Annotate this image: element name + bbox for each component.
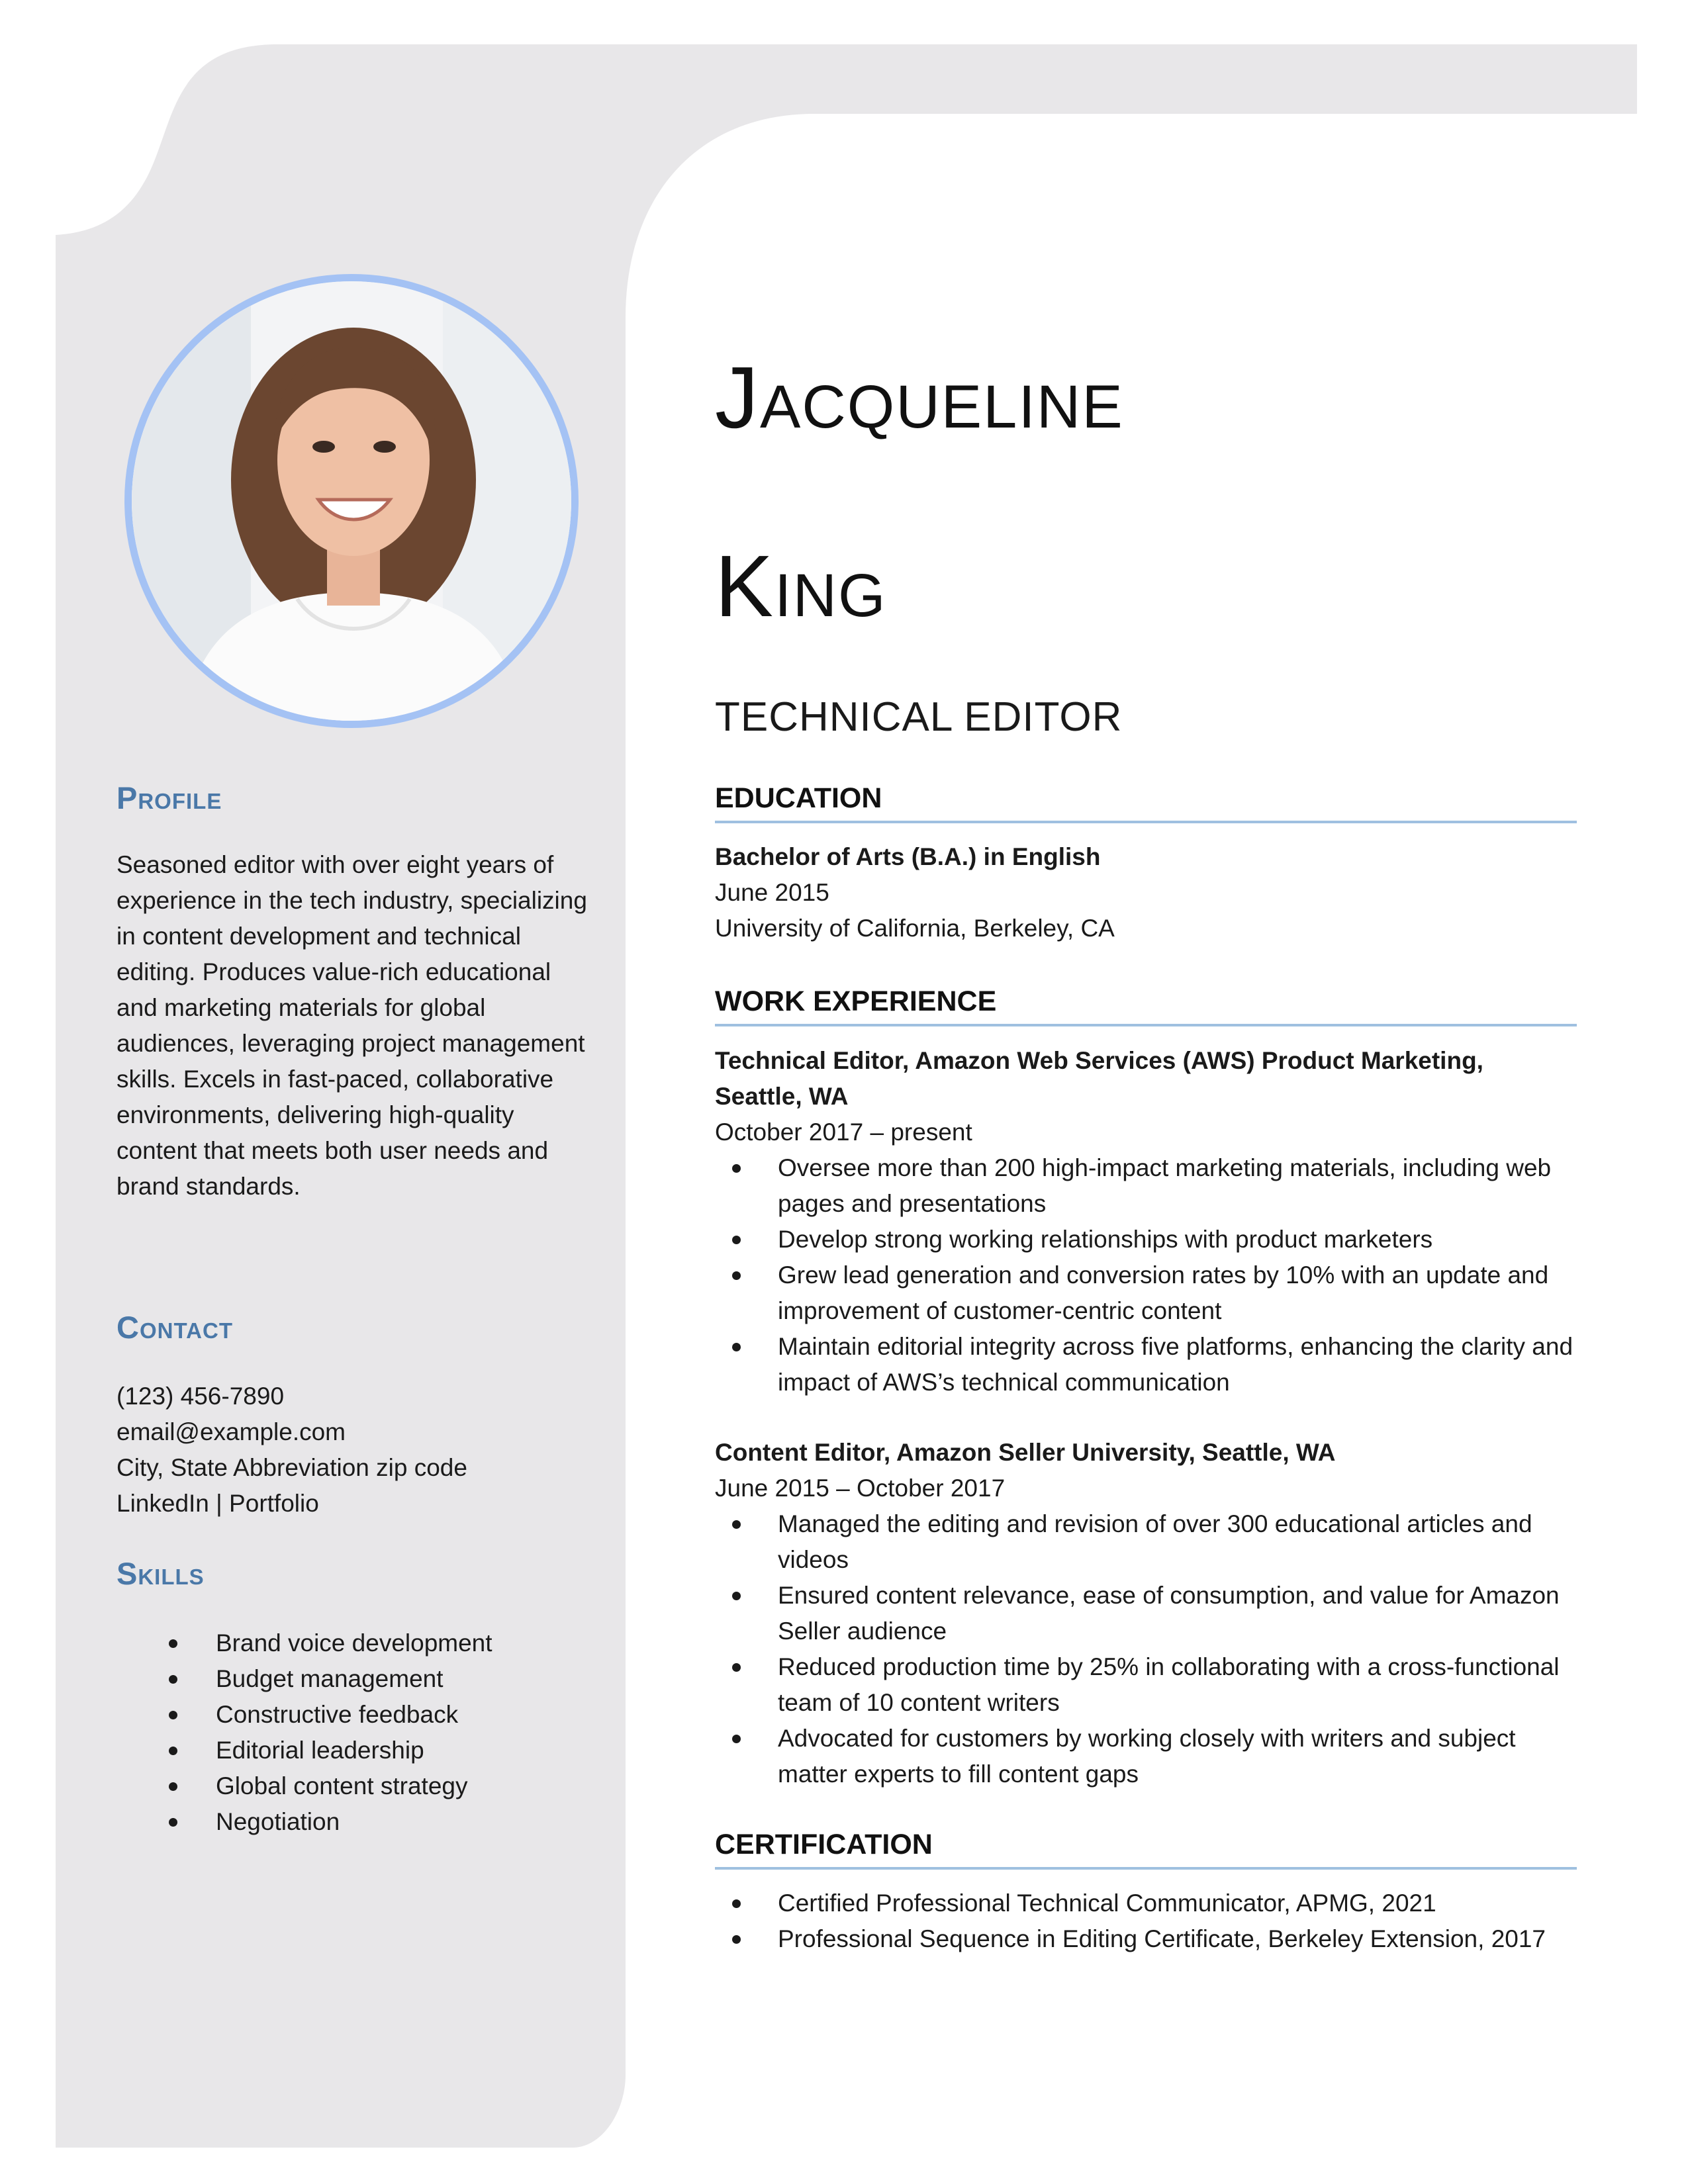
job-title-line: Content Editor, Amazon Seller University, Seattle, WA [715,1439,1336,1466]
first-name: Jacqueline [715,349,1124,446]
job-title-line: Technical Editor, Amazon Web Services (AWS) Product Marketing, Seattle, WA [715,1047,1483,1110]
skill-label: Negotiation [216,1808,340,1835]
bullet-icon [169,1675,177,1684]
job-title: TECHNICAL EDITOR [715,694,1123,740]
job-bullet [715,1649,1577,1721]
job-dates: October 2017 – present [715,1118,972,1146]
skills-heading: Skills [117,1556,205,1591]
bullet-icon [169,1711,177,1719]
skill-item [117,1768,492,1804]
job-bullet [715,1222,1577,1257]
bullet-icon [169,1639,177,1648]
skill-item [117,1625,492,1661]
skill-label: Editorial leadership [216,1737,424,1764]
bullet-icon [732,1164,741,1173]
certification-entry [715,1886,1577,1957]
profile-heading: Profile [117,780,222,815]
certification-heading: CERTIFICATION [715,1825,1577,1870]
job-bullet [715,1150,1577,1222]
contact-email: email@example.com [117,1418,346,1445]
job-bullet-text: Advocated for customers by working closely with writers and subject matter experts to fill content gaps [778,1725,1516,1788]
job-bullet-text: Oversee more than 200 high-impact marketing materials, including web pages and presentations [778,1154,1552,1217]
bullet-icon [169,1747,177,1755]
bullet-icon [732,1343,741,1351]
bullet-icon [732,1271,741,1280]
education-date: June 2015 [715,879,829,906]
bullet-icon [732,1935,741,1944]
education-degree: Bachelor of Arts (B.A.) in English [715,843,1101,870]
bullet-icon [732,1663,741,1672]
skills-list [117,1625,492,1840]
job-bullets [715,1506,1577,1792]
contact-list [117,1379,467,1522]
skill-item [117,1733,492,1768]
work-heading: WORK EXPERIENCE [715,981,1577,1026]
bullet-icon [732,1592,741,1600]
bullet-icon [732,1899,741,1908]
profile-text: Seasoned editor with over eight years of experience in the tech industry, specializing in content development and technical editing. Produces value-rich educational and marketing materials for global audiences, leveraging project management skills. Excels in fast-paced, collaborative environments, delivering high-quality content that meets both user needs and brand standards. [117,851,587,1200]
job-bullet-text: Maintain editorial integrity across five platforms, enhancing the clarity and impact of AWS’s technical communication [778,1333,1573,1396]
skill-item [117,1697,492,1733]
job-dates: June 2015 – October 2017 [715,1475,1006,1502]
skill-item [117,1804,492,1840]
contact-links: LinkedIn | Portfolio [117,1490,319,1517]
certification-item [715,1921,1577,1957]
skill-label: Constructive feedback [216,1701,459,1728]
contact-heading: Contact [117,1310,233,1345]
bullet-icon [169,1818,177,1827]
education-heading: EDUCATION [715,778,1577,823]
education-school: University of California, Berkeley, CA [715,915,1115,942]
job-entry [715,1435,1577,1792]
contact-phone: (123) 456-7890 [117,1383,285,1410]
certification-text: Professional Sequence in Editing Certificate, Berkeley Extension, 2017 [778,1925,1546,1952]
job-bullet [715,1506,1577,1578]
contact-address: City, State Abbreviation zip code [117,1454,467,1481]
skill-label: Budget management [216,1665,444,1692]
skill-label: Brand voice development [216,1629,492,1657]
job-bullet [715,1721,1577,1792]
job-bullet-text: Ensured content relevance, ease of consumption, and value for Amazon Seller audience [778,1582,1560,1645]
job-bullet-text: Managed the editing and revision of over 300 educational articles and videos [778,1510,1532,1573]
bullet-icon [732,1520,741,1529]
job-bullet [715,1257,1577,1329]
certification-text: Certified Professional Technical Communicator, APMG, 2021 [778,1889,1436,1917]
education-entry [715,839,1577,946]
skill-item [117,1661,492,1697]
bullet-icon [732,1735,741,1743]
bullet-icon [169,1782,177,1791]
job-bullet-text: Reduced production time by 25% in collaborating with a cross-functional team of 10 content writers [778,1653,1560,1716]
skill-label: Global content strategy [216,1772,468,1799]
job-entry [715,1043,1577,1400]
job-bullet-text: Develop strong working relationships with product marketers [778,1226,1433,1253]
certification-item [715,1886,1577,1921]
last-name: King [715,537,887,635]
profile-photo [124,274,579,728]
job-bullet [715,1578,1577,1649]
job-bullet [715,1329,1577,1400]
job-bullets [715,1150,1577,1400]
job-bullet-text: Grew lead generation and conversion rates by 10% with an update and improvement of customer-centric content [778,1261,1549,1324]
bullet-icon [732,1236,741,1244]
certification-bullets [715,1886,1577,1957]
